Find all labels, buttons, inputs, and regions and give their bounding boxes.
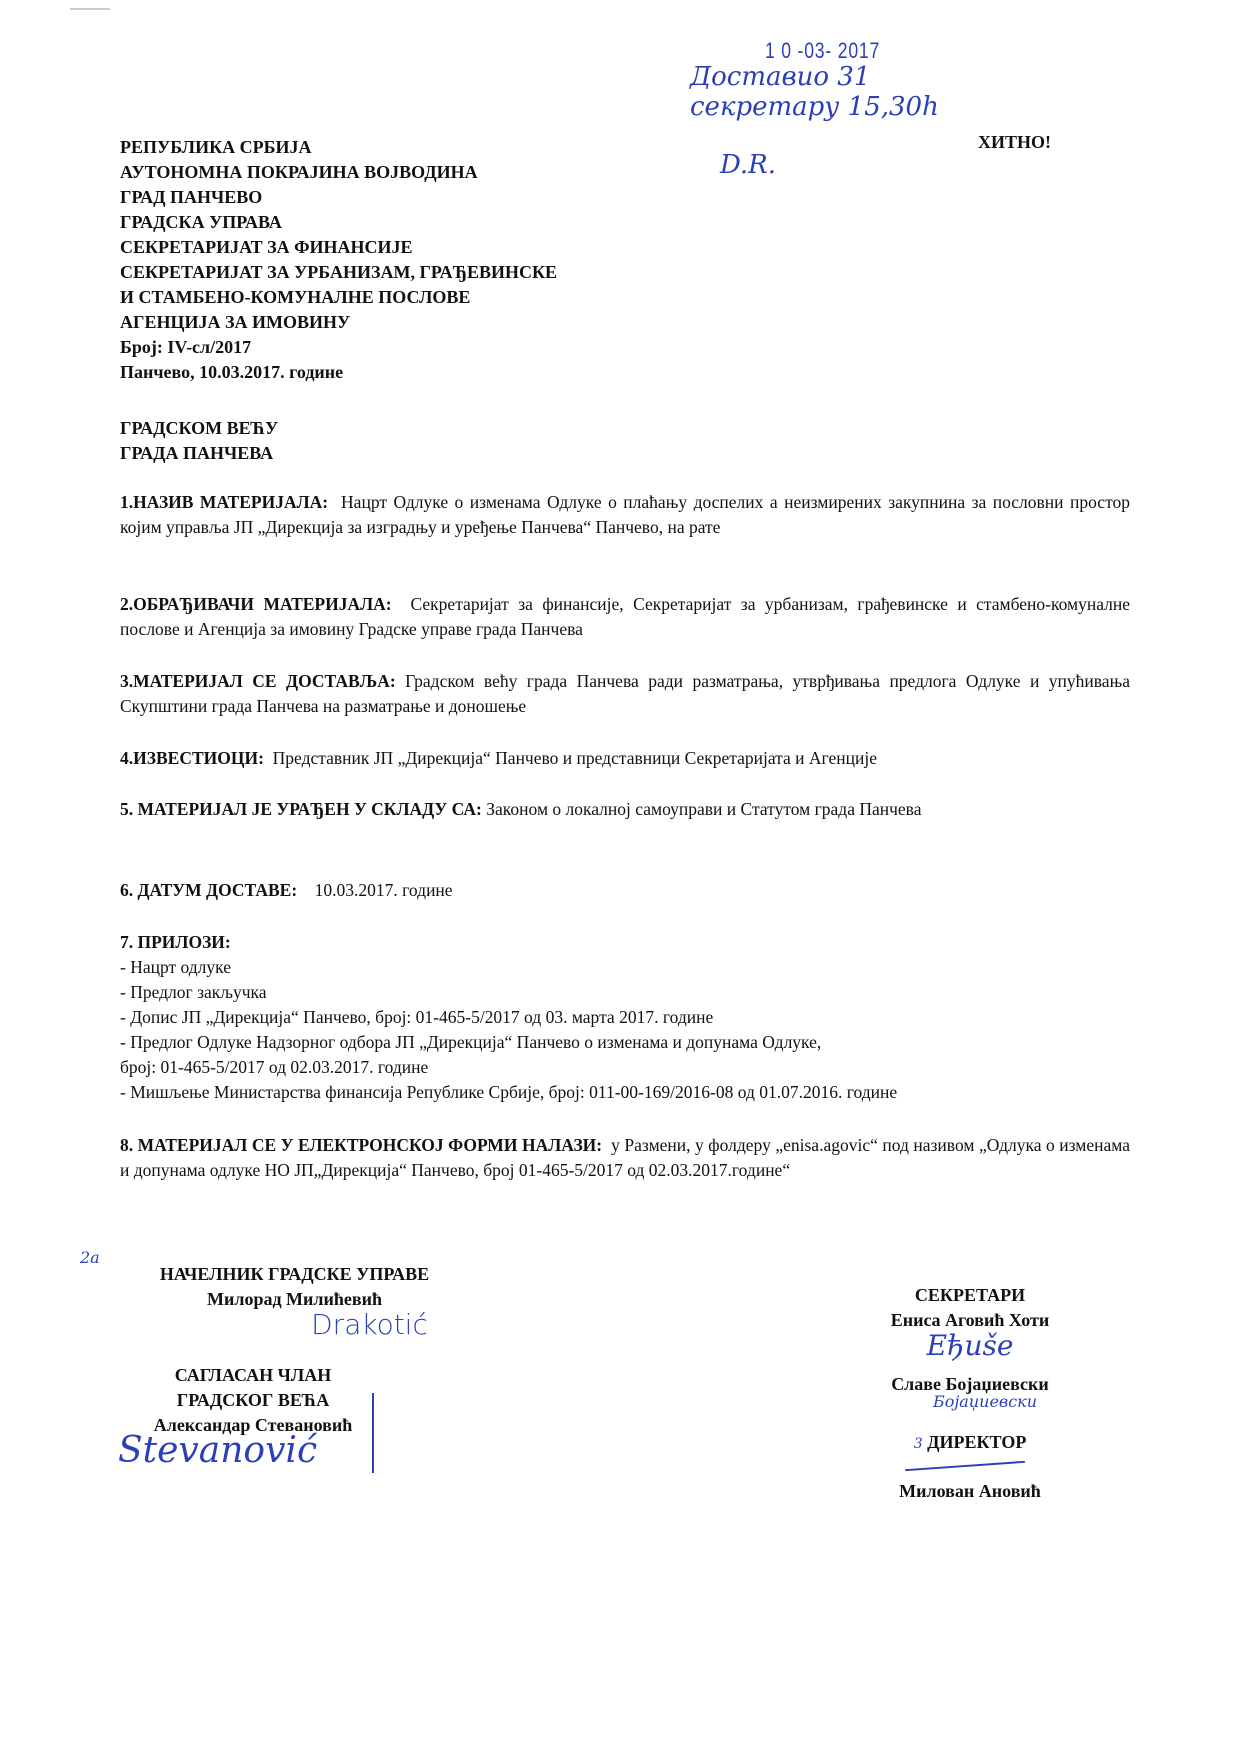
attachment-item: - Предлог закључка	[120, 982, 267, 1002]
document-header	[120, 135, 557, 385]
section-label: 5. МАТЕРИЈАЛ ЈЕ УРАЂЕН У СКЛАДУ СА:	[120, 799, 482, 819]
section-text: у Размени, у фолдеру „enisa.agovic“ под називом „Одлука о изменама и допунама одлуке НО ЈП„Дирекција“ Панчево, број 01-465-5/2017 од 02.03.2017.године“	[120, 1135, 1131, 1180]
section-4	[120, 746, 1130, 771]
attachment-item: - Предлог Одлуке Надзорног одбора ЈП „Дирекција“ Панчево о изменама и допунама Одлуке,	[120, 1032, 822, 1052]
member-title: САГЛАСАН ЧЛАН	[174, 1365, 332, 1385]
attachment-item: - Нацрт одлуке	[120, 957, 231, 977]
attachments-label: 7. ПРИЛОЗИ:	[120, 932, 231, 952]
section-5	[120, 797, 1130, 822]
director-name: Милован Ановић	[899, 1481, 1041, 1501]
attachments	[120, 930, 1130, 1105]
secretaries-title: СЕКРЕТАРИ	[914, 1285, 1026, 1305]
secretary-signature: Бојаџиевски	[932, 1392, 1038, 1411]
handwritten-mark: 3	[913, 1436, 923, 1452]
recipient-line: ГРАДА ПАНЧЕВА	[120, 443, 274, 463]
recipient-line: ГРАДСКОМ ВЕЋУ	[120, 418, 279, 438]
section-text: Законом о локалној самоуправи и Статутом града Панчева	[486, 799, 922, 819]
section-label: 2.ОБРАЂИВАЧИ МАТЕРИЈАЛА:	[120, 594, 392, 614]
attachment-item: број: 01-465-5/2017 од 02.03.2017. године	[120, 1057, 429, 1077]
scan-mark	[70, 8, 110, 10]
head-name: Милорад Милићевић	[206, 1289, 382, 1309]
section-text: Градском већу града Панчева ради разматрања, утврђивања предлога Одлуке и упућивања Скупштини града Панчева на разматрање и доношење	[120, 671, 1130, 716]
section-label: 1.НАЗИВ МАТЕРИЈАЛА:	[120, 492, 329, 512]
section-text: 10.03.2017. године	[314, 880, 453, 900]
section-3	[120, 669, 1130, 719]
member-name: Александар Стевановић	[153, 1415, 353, 1435]
received-stamp-date: 1 0 -03- 2017	[765, 38, 881, 63]
secretaries-signature-block	[860, 1283, 1080, 1504]
header-line: ГРАДСКА УПРАВА	[120, 212, 282, 232]
attachment-item: - Мишљење Министарства финансија Републике Србије, број: 011-00-169/2016-08 од 01.07.2016. године	[120, 1082, 898, 1102]
handwritten-initials: D.R.	[720, 150, 777, 180]
recipient	[120, 416, 278, 466]
member-title: ГРАДСКОГ ВЕЋА	[176, 1390, 330, 1410]
section-label: 4.ИЗВЕСТИОЦИ:	[120, 748, 264, 768]
handwritten-note-1: Доставио 31	[690, 62, 871, 92]
header-line: РЕПУБЛИКА СРБИЈА	[120, 137, 312, 157]
section-label: 3.МАТЕРИЈАЛ СЕ ДОСТАВЉА:	[120, 671, 396, 691]
secretary-signature: Eђuše	[926, 1329, 1014, 1362]
head-signature-block	[122, 1262, 467, 1341]
urgent-label: ХИТНО!	[978, 132, 1052, 152]
secretary-name: Енисa Аговић Хоти	[890, 1310, 1050, 1330]
header-line: АГЕНЦИЈА ЗА ИМОВИНУ	[120, 312, 351, 332]
section-label: 8. МАТЕРИЈАЛ СЕ У ЕЛЕКТРОНСКОЈ ФОРМИ НАЛАЗИ:	[120, 1135, 603, 1155]
director-title: ДИРЕКТОР	[927, 1432, 1027, 1452]
document-number: Број: IV-сл/2017	[120, 337, 252, 357]
secretary-name: Славе Бојаџиевски	[891, 1374, 1049, 1394]
handwritten-note-2: секретару 15,30h	[690, 92, 939, 122]
header-line: ГРАД ПАНЧЕВО	[120, 187, 263, 207]
header-line: СЕКРЕТАРИЈАТ ЗА ФИНАНСИЈЕ	[120, 237, 413, 257]
section-6	[120, 878, 1130, 903]
section-2	[120, 592, 1130, 642]
head-signature: Drakotić	[311, 1308, 428, 1341]
section-text: Нацрт Одлуке о изменама Одлуке о плаћању доспелих а неизмирених закупнина за пословни простор којим управља ЈП „Дирекција за изградњу и уређење Панчева“ Панчево, на рате	[120, 492, 1130, 537]
section-8	[120, 1133, 1130, 1183]
handwritten-mark: 2a	[80, 1248, 100, 1267]
header-line: СЕКРЕТАРИЈАТ ЗА УРБАНИЗАМ, ГРАЂЕВИНСКЕ	[120, 262, 558, 282]
member-signature: Stevanović	[118, 1430, 318, 1471]
section-text: Представник ЈП „Дирекција“ Панчево и представници Секретаријата и Агенције	[272, 748, 877, 768]
header-line: АУТОНОМНА ПОКРАЈИНА ВОЈВОДИНА	[120, 162, 478, 182]
header-line: И СТАМБЕНО-КОМУНАЛНЕ ПОСЛОВЕ	[120, 287, 471, 307]
document-date: Панчево, 10.03.2017. године	[120, 362, 344, 382]
signature-stroke	[372, 1393, 374, 1473]
section-1	[120, 490, 1130, 540]
member-signature-block	[118, 1363, 388, 1471]
head-title: НАЧЕЛНИК ГРАДСКЕ УПРАВЕ	[159, 1264, 430, 1284]
attachment-item: - Допис ЈП „Дирекција“ Панчево, број: 01-465-5/2017 од 03. марта 2017. године	[120, 1007, 714, 1027]
section-label: 6. ДАТУМ ДОСТАВЕ:	[120, 880, 298, 900]
section-text: Секретаријат за финансије, Секретаријат за урбанизам, грађевинске и стамбено-комуналне послове и Агенција за имовину Градске управе града Панчева	[120, 594, 1131, 639]
